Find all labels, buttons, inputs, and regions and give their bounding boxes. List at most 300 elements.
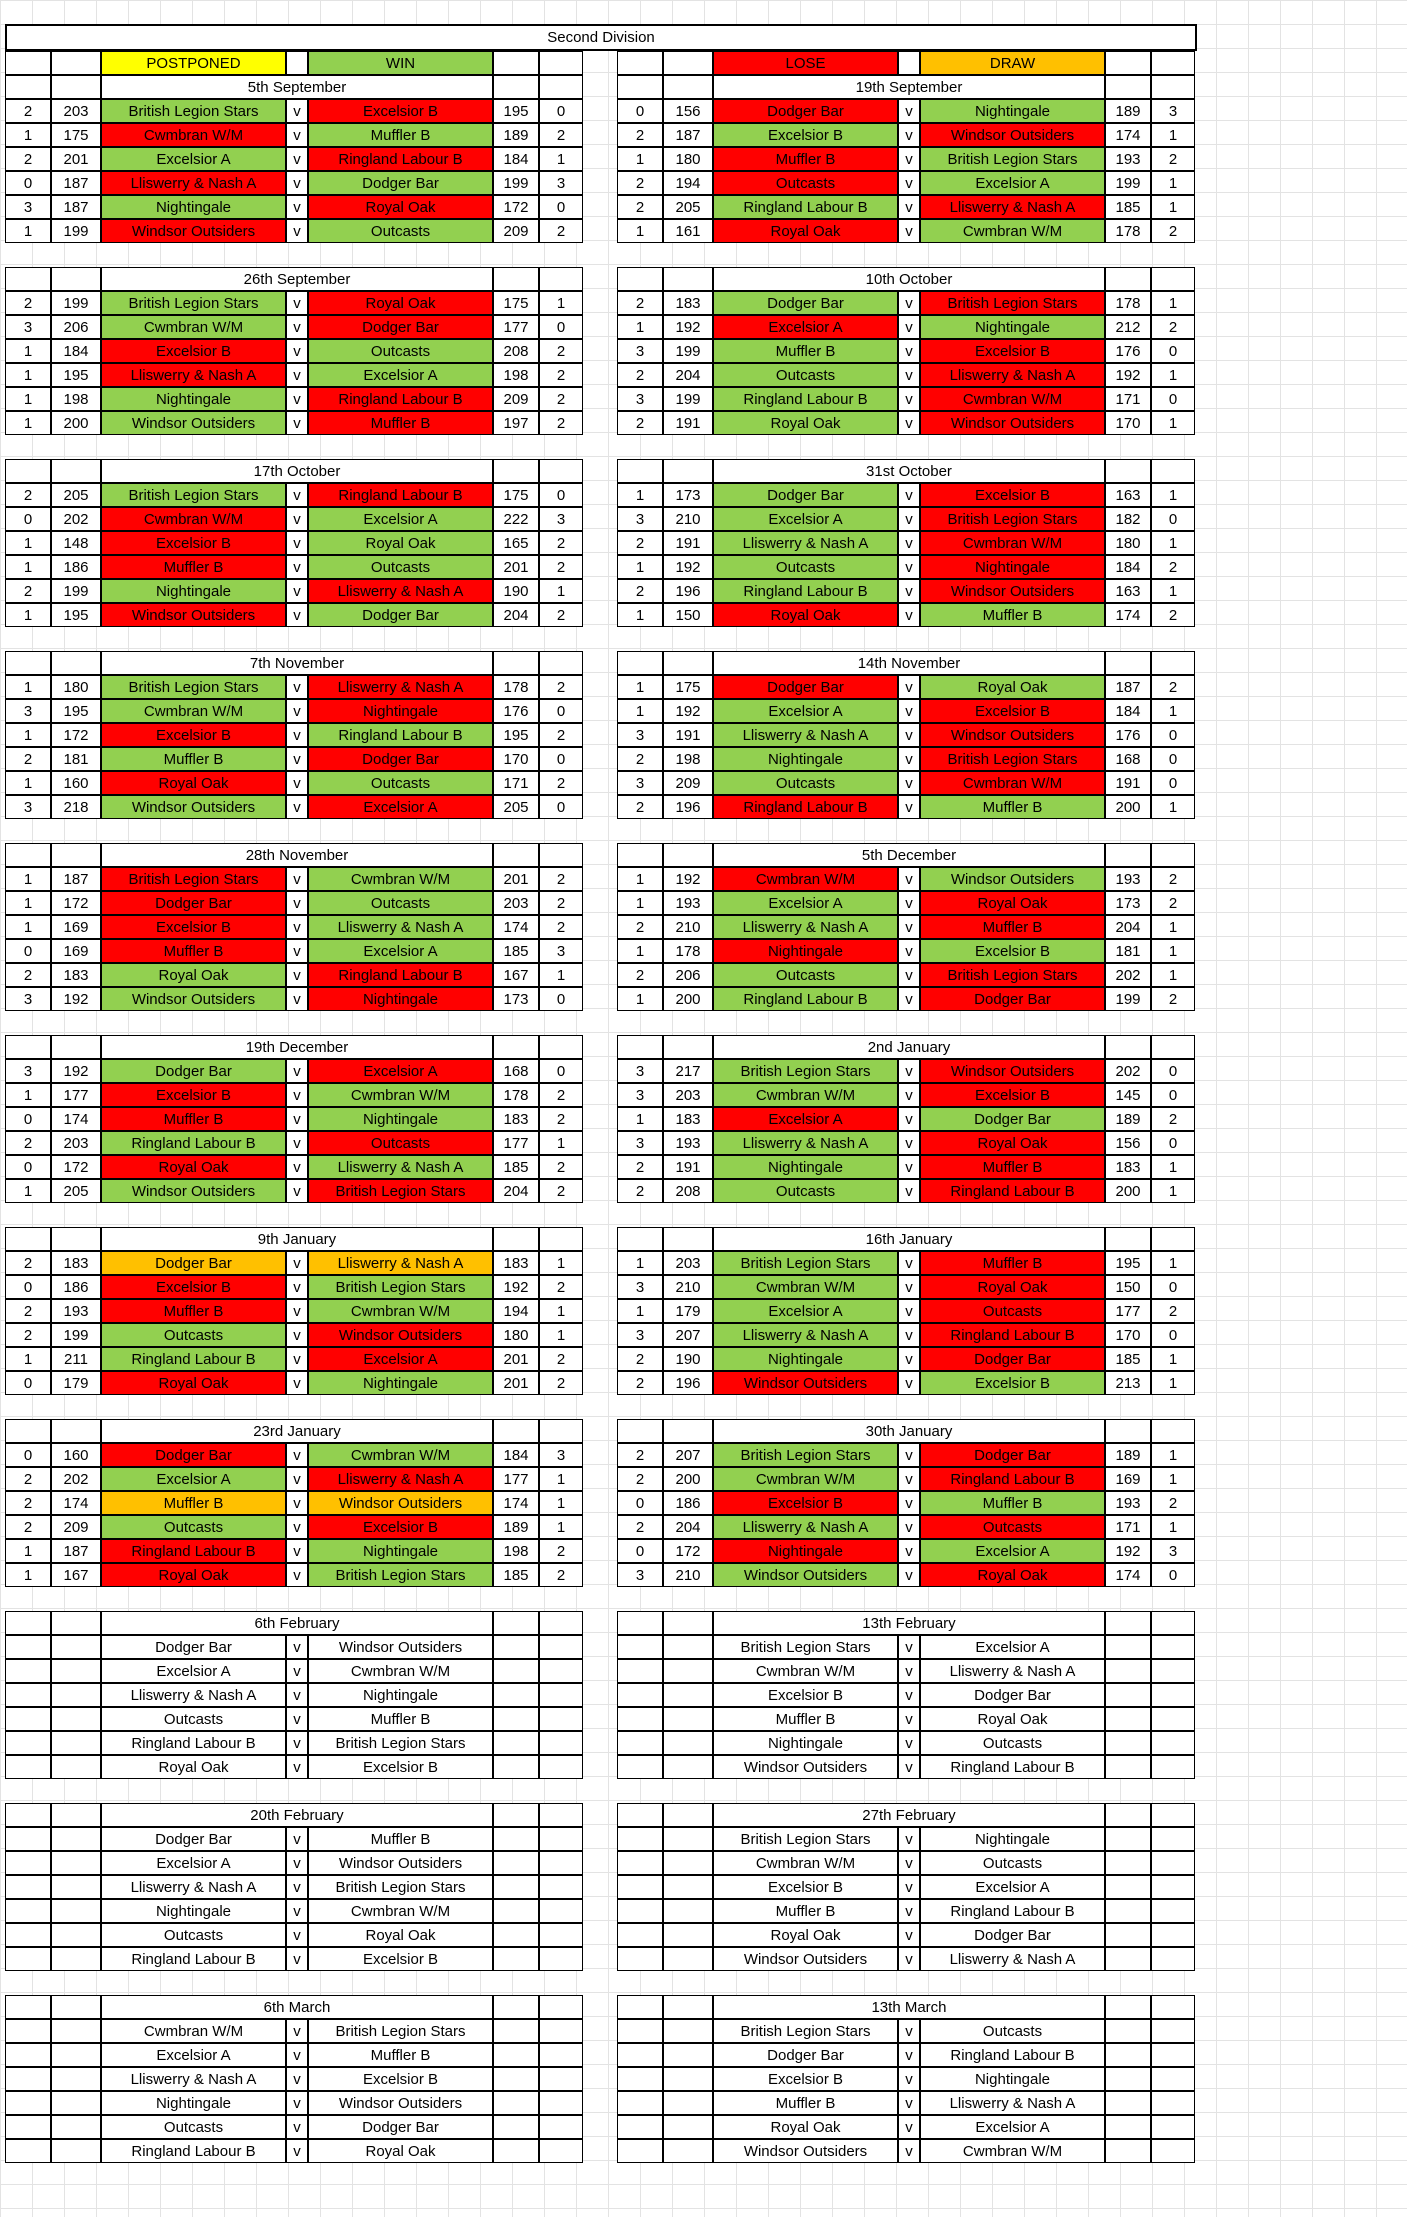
home-points: 2 [5, 1491, 51, 1515]
away-pins: 193 [1105, 1491, 1151, 1515]
home-pins: 202 [51, 1467, 101, 1491]
away-points: 1 [539, 1491, 583, 1515]
home-pins [663, 1683, 713, 1707]
away-team: Lliswerry & Nash A [920, 1659, 1105, 1683]
division-title: Second Division [5, 24, 1197, 51]
legend-blank-5 [539, 51, 583, 75]
week-header-blank [5, 1611, 51, 1635]
home-team: Royal Oak [101, 1371, 286, 1395]
away-pins: 170 [1105, 1323, 1151, 1347]
week-header-blank [617, 459, 663, 483]
away-pins: 170 [493, 747, 539, 771]
week-header-blank [5, 843, 51, 867]
home-team: Cwmbran W/M [101, 123, 286, 147]
away-pins: 200 [1105, 795, 1151, 819]
versus-label: v [898, 1635, 920, 1659]
away-pins: 189 [1105, 1443, 1151, 1467]
home-points [5, 1923, 51, 1947]
away-team: Ringland Labour B [308, 147, 493, 171]
home-points: 1 [617, 219, 663, 243]
home-pins [51, 1755, 101, 1779]
away-team: Ringland Labour B [308, 387, 493, 411]
versus-label: v [898, 1467, 920, 1491]
home-points [5, 1851, 51, 1875]
home-pins [51, 1851, 101, 1875]
away-pins: 163 [1105, 579, 1151, 603]
home-points: 1 [5, 531, 51, 555]
week-header-blank [617, 1419, 663, 1443]
home-points: 2 [617, 1179, 663, 1203]
home-team: Lliswerry & Nash A [713, 915, 898, 939]
away-pins [1105, 1923, 1151, 1947]
home-pins [663, 2091, 713, 2115]
home-points: 0 [5, 939, 51, 963]
away-team: Muffler B [920, 603, 1105, 627]
versus-label: v [286, 699, 308, 723]
week-header-blank [617, 267, 663, 291]
home-points: 2 [617, 291, 663, 315]
away-pins: 189 [1105, 99, 1151, 123]
week-header-blank [617, 843, 663, 867]
home-pins: 178 [663, 939, 713, 963]
away-points: 2 [539, 1179, 583, 1203]
home-team: Royal Oak [101, 963, 286, 987]
away-points: 2 [1151, 1299, 1195, 1323]
home-team: Excelsior A [101, 1851, 286, 1875]
away-points: 2 [1151, 675, 1195, 699]
away-pins [493, 1683, 539, 1707]
versus-label: v [286, 1155, 308, 1179]
home-points [617, 2067, 663, 2091]
away-points: 2 [539, 411, 583, 435]
versus-label: v [898, 699, 920, 723]
away-pins: 195 [493, 99, 539, 123]
away-pins: 177 [493, 1467, 539, 1491]
week-header-blank [1105, 1611, 1151, 1635]
away-pins: 171 [1105, 387, 1151, 411]
away-points [1151, 2019, 1195, 2043]
away-points [1151, 1635, 1195, 1659]
versus-label: v [286, 579, 308, 603]
versus-label: v [286, 1299, 308, 1323]
home-points: 2 [5, 963, 51, 987]
week-header-blank [1105, 651, 1151, 675]
week-header-blank [539, 1035, 583, 1059]
away-points: 2 [1151, 603, 1195, 627]
away-pins [1105, 1899, 1151, 1923]
home-team: Nightingale [713, 1347, 898, 1371]
home-pins [51, 1899, 101, 1923]
versus-label: v [898, 411, 920, 435]
away-team: Dodger Bar [308, 747, 493, 771]
week-header-blank [1151, 1419, 1195, 1443]
home-team: Royal Oak [713, 2115, 898, 2139]
away-points: 3 [539, 171, 583, 195]
away-team: Windsor Outsiders [920, 579, 1105, 603]
away-pins: 204 [1105, 915, 1151, 939]
home-points: 1 [5, 339, 51, 363]
home-points: 2 [5, 579, 51, 603]
away-points [1151, 1659, 1195, 1683]
home-team: Excelsior B [713, 2067, 898, 2091]
versus-label: v [898, 195, 920, 219]
away-team: Nightingale [308, 1371, 493, 1395]
home-pins: 198 [663, 747, 713, 771]
home-pins [51, 1827, 101, 1851]
versus-label: v [898, 1299, 920, 1323]
versus-label: v [286, 987, 308, 1011]
home-pins: 169 [51, 939, 101, 963]
away-team: Excelsior A [308, 1059, 493, 1083]
home-points: 0 [617, 1539, 663, 1563]
home-pins: 199 [51, 579, 101, 603]
away-team: Windsor Outsiders [308, 1851, 493, 1875]
away-points: 2 [539, 1155, 583, 1179]
home-team: Cwmbran W/M [713, 1659, 898, 1683]
home-pins: 187 [663, 123, 713, 147]
away-pins [1105, 1755, 1151, 1779]
away-points: 2 [539, 771, 583, 795]
home-points: 2 [617, 1467, 663, 1491]
away-team: Lliswerry & Nash A [308, 579, 493, 603]
versus-label: v [286, 1083, 308, 1107]
home-team: Windsor Outsiders [101, 987, 286, 1011]
away-points: 1 [1151, 579, 1195, 603]
home-team: Ringland Labour B [713, 195, 898, 219]
home-team: Cwmbran W/M [713, 867, 898, 891]
away-points: 2 [539, 1539, 583, 1563]
home-points: 3 [617, 1563, 663, 1587]
versus-label: v [898, 531, 920, 555]
away-points [539, 1659, 583, 1683]
home-pins [663, 1659, 713, 1683]
away-team: Nightingale [308, 987, 493, 1011]
versus-label: v [898, 795, 920, 819]
away-pins: 178 [493, 1083, 539, 1107]
home-team: British Legion Stars [713, 1827, 898, 1851]
away-pins: 183 [493, 1107, 539, 1131]
away-team: Muffler B [308, 123, 493, 147]
versus-label: v [898, 747, 920, 771]
away-team: Ringland Labour B [308, 723, 493, 747]
home-pins: 204 [663, 363, 713, 387]
away-team: Royal Oak [308, 531, 493, 555]
home-points: 2 [617, 1443, 663, 1467]
week-header-blank [51, 1611, 101, 1635]
home-team: Nightingale [101, 579, 286, 603]
away-pins: 156 [1105, 1131, 1151, 1155]
home-team: Royal Oak [713, 219, 898, 243]
home-points [5, 2067, 51, 2091]
versus-label: v [898, 363, 920, 387]
week-date: 26th September [101, 267, 493, 291]
away-pins [1105, 1707, 1151, 1731]
home-team: Muffler B [101, 1491, 286, 1515]
home-points: 2 [617, 915, 663, 939]
home-team: Windsor Outsiders [713, 1755, 898, 1779]
versus-label: v [286, 1131, 308, 1155]
versus-label: v [286, 1947, 308, 1971]
home-pins: 174 [51, 1107, 101, 1131]
versus-label: v [286, 147, 308, 171]
versus-label: v [898, 2091, 920, 2115]
home-pins [51, 2043, 101, 2067]
home-pins: 190 [663, 1347, 713, 1371]
away-points: 2 [1151, 147, 1195, 171]
home-points: 1 [5, 1539, 51, 1563]
away-team: Outcasts [920, 2019, 1105, 2043]
versus-label: v [898, 1347, 920, 1371]
home-team: Nightingale [713, 939, 898, 963]
home-team: Windsor Outsiders [713, 2139, 898, 2163]
away-team: Ringland Labour B [920, 1323, 1105, 1347]
away-pins: 192 [1105, 1539, 1151, 1563]
home-points [5, 1875, 51, 1899]
versus-label: v [898, 603, 920, 627]
home-team: Dodger Bar [101, 1443, 286, 1467]
away-team: Muffler B [920, 795, 1105, 819]
home-pins: 192 [51, 1059, 101, 1083]
away-team: British Legion Stars [920, 507, 1105, 531]
home-pins: 209 [51, 1515, 101, 1539]
home-pins [663, 1707, 713, 1731]
versus-label: v [898, 147, 920, 171]
versus-label: v [286, 1539, 308, 1563]
away-team: Excelsior B [308, 99, 493, 123]
home-pins: 193 [663, 891, 713, 915]
versus-label: v [286, 315, 308, 339]
week-header-blank [51, 459, 101, 483]
away-team: Lliswerry & Nash A [308, 675, 493, 699]
away-pins: 168 [1105, 747, 1151, 771]
away-team: Cwmbran W/M [308, 1899, 493, 1923]
versus-label: v [898, 1083, 920, 1107]
week-header-blank [1151, 1995, 1195, 2019]
away-pins [493, 1731, 539, 1755]
away-points [539, 2043, 583, 2067]
away-points: 2 [539, 339, 583, 363]
home-points [617, 2043, 663, 2067]
home-pins [663, 1947, 713, 1971]
week-date: 7th November [101, 651, 493, 675]
week-date: 6th March [101, 1995, 493, 2019]
away-points [539, 2019, 583, 2043]
versus-label: v [286, 723, 308, 747]
home-pins: 186 [51, 555, 101, 579]
versus-label: v [286, 891, 308, 915]
away-team: Dodger Bar [308, 603, 493, 627]
home-team: British Legion Stars [101, 99, 286, 123]
home-team: Excelsior B [713, 1491, 898, 1515]
away-team: Windsor Outsiders [308, 2091, 493, 2115]
away-team: Outcasts [920, 1851, 1105, 1875]
home-team: Excelsior B [101, 531, 286, 555]
home-team: Outcasts [101, 1707, 286, 1731]
versus-label: v [286, 99, 308, 123]
week-header-blank [1151, 1803, 1195, 1827]
home-team: Excelsior A [101, 147, 286, 171]
away-points: 2 [539, 1107, 583, 1131]
home-points: 1 [617, 987, 663, 1011]
home-pins: 195 [51, 363, 101, 387]
versus-label: v [286, 1827, 308, 1851]
versus-label: v [286, 171, 308, 195]
home-pins [51, 1683, 101, 1707]
away-points [539, 1707, 583, 1731]
away-team: British Legion Stars [308, 1179, 493, 1203]
week-date: 27th February [713, 1803, 1105, 1827]
home-pins [51, 1875, 101, 1899]
home-pins [51, 1947, 101, 1971]
home-team: Lliswerry & Nash A [101, 363, 286, 387]
week-header-blank [617, 1611, 663, 1635]
away-points: 2 [539, 1083, 583, 1107]
away-pins: 194 [493, 1299, 539, 1323]
home-pins [51, 1923, 101, 1947]
versus-label: v [286, 1731, 308, 1755]
week-header-blank [51, 75, 101, 99]
away-points [1151, 1827, 1195, 1851]
away-points: 1 [1151, 363, 1195, 387]
home-pins [51, 2115, 101, 2139]
week-header-blank [1151, 1611, 1195, 1635]
home-points [617, 1707, 663, 1731]
week-date: 5th December [713, 843, 1105, 867]
home-points: 0 [5, 1155, 51, 1179]
away-pins: 203 [493, 891, 539, 915]
home-pins: 181 [51, 747, 101, 771]
versus-label: v [286, 363, 308, 387]
away-points: 3 [539, 939, 583, 963]
home-team: Outcasts [713, 171, 898, 195]
week-header-blank [5, 459, 51, 483]
home-points: 1 [617, 483, 663, 507]
home-pins: 172 [51, 723, 101, 747]
versus-label: v [898, 1491, 920, 1515]
week-date: 20th February [101, 1803, 493, 1827]
home-pins: 199 [663, 387, 713, 411]
home-pins [663, 1755, 713, 1779]
home-team: Royal Oak [101, 1563, 286, 1587]
home-points: 2 [617, 579, 663, 603]
away-team: Dodger Bar [920, 987, 1105, 1011]
away-team: British Legion Stars [308, 1875, 493, 1899]
versus-label: v [898, 2115, 920, 2139]
legend-blank-6 [617, 51, 663, 75]
week-header-blank [663, 1995, 713, 2019]
home-team: Muffler B [101, 939, 286, 963]
away-points [539, 2067, 583, 2091]
home-team: Lliswerry & Nash A [713, 1131, 898, 1155]
home-pins [51, 1659, 101, 1683]
home-points: 2 [617, 1515, 663, 1539]
versus-label: v [286, 1899, 308, 1923]
week-header-blank [1151, 75, 1195, 99]
away-team: Ringland Labour B [920, 1899, 1105, 1923]
home-team: Excelsior B [713, 1875, 898, 1899]
week-header-blank [539, 843, 583, 867]
home-team: Ringland Labour B [101, 1731, 286, 1755]
away-pins: 201 [493, 1347, 539, 1371]
away-points [1151, 1707, 1195, 1731]
home-team: Ringland Labour B [101, 1539, 286, 1563]
away-pins [493, 2115, 539, 2139]
away-pins: 177 [493, 315, 539, 339]
home-points [5, 2043, 51, 2067]
home-points: 1 [5, 411, 51, 435]
week-header-blank [663, 1419, 713, 1443]
week-header-blank [1151, 459, 1195, 483]
versus-label: v [898, 1323, 920, 1347]
home-points [5, 1683, 51, 1707]
away-team: Dodger Bar [920, 1443, 1105, 1467]
away-points: 1 [1151, 1371, 1195, 1395]
away-team: British Legion Stars [308, 1275, 493, 1299]
week-header-blank [1105, 75, 1151, 99]
away-points: 0 [539, 795, 583, 819]
home-pins: 192 [663, 867, 713, 891]
away-team: Muffler B [920, 1155, 1105, 1179]
home-pins: 184 [51, 339, 101, 363]
home-pins: 183 [51, 1251, 101, 1275]
home-pins [663, 2115, 713, 2139]
away-points: 0 [1151, 1275, 1195, 1299]
away-pins [1105, 2043, 1151, 2067]
home-pins: 196 [663, 1371, 713, 1395]
week-header-blank [493, 1803, 539, 1827]
home-pins: 179 [51, 1371, 101, 1395]
home-team: Windsor Outsiders [713, 1371, 898, 1395]
home-pins [663, 1899, 713, 1923]
home-team: Ringland Labour B [713, 987, 898, 1011]
home-team: Excelsior A [713, 507, 898, 531]
away-team: Nightingale [308, 1539, 493, 1563]
week-header-blank [1151, 1035, 1195, 1059]
home-team: Royal Oak [713, 411, 898, 435]
home-team: Excelsior A [713, 1299, 898, 1323]
home-pins [663, 1875, 713, 1899]
versus-label: v [898, 339, 920, 363]
versus-label: v [286, 1563, 308, 1587]
away-pins: 185 [493, 1563, 539, 1587]
away-team: Nightingale [308, 1107, 493, 1131]
home-pins: 169 [51, 915, 101, 939]
home-pins [51, 2019, 101, 2043]
versus-label: v [286, 675, 308, 699]
home-team: Muffler B [101, 555, 286, 579]
versus-label: v [898, 291, 920, 315]
away-points [1151, 1899, 1195, 1923]
away-points: 1 [1151, 795, 1195, 819]
home-team: Excelsior B [101, 723, 286, 747]
week-date: 9th January [101, 1227, 493, 1251]
home-points: 2 [5, 291, 51, 315]
away-points [539, 1851, 583, 1875]
home-team: Lliswerry & Nash A [713, 531, 898, 555]
away-points: 2 [539, 387, 583, 411]
away-points [1151, 2091, 1195, 2115]
home-pins: 203 [51, 99, 101, 123]
away-pins: 180 [493, 1323, 539, 1347]
home-pins: 175 [51, 123, 101, 147]
away-pins [493, 1851, 539, 1875]
away-points: 2 [539, 555, 583, 579]
home-pins [51, 1707, 101, 1731]
week-header-blank [5, 75, 51, 99]
away-team: Excelsior B [920, 939, 1105, 963]
home-team: Windsor Outsiders [101, 603, 286, 627]
home-points: 1 [617, 675, 663, 699]
